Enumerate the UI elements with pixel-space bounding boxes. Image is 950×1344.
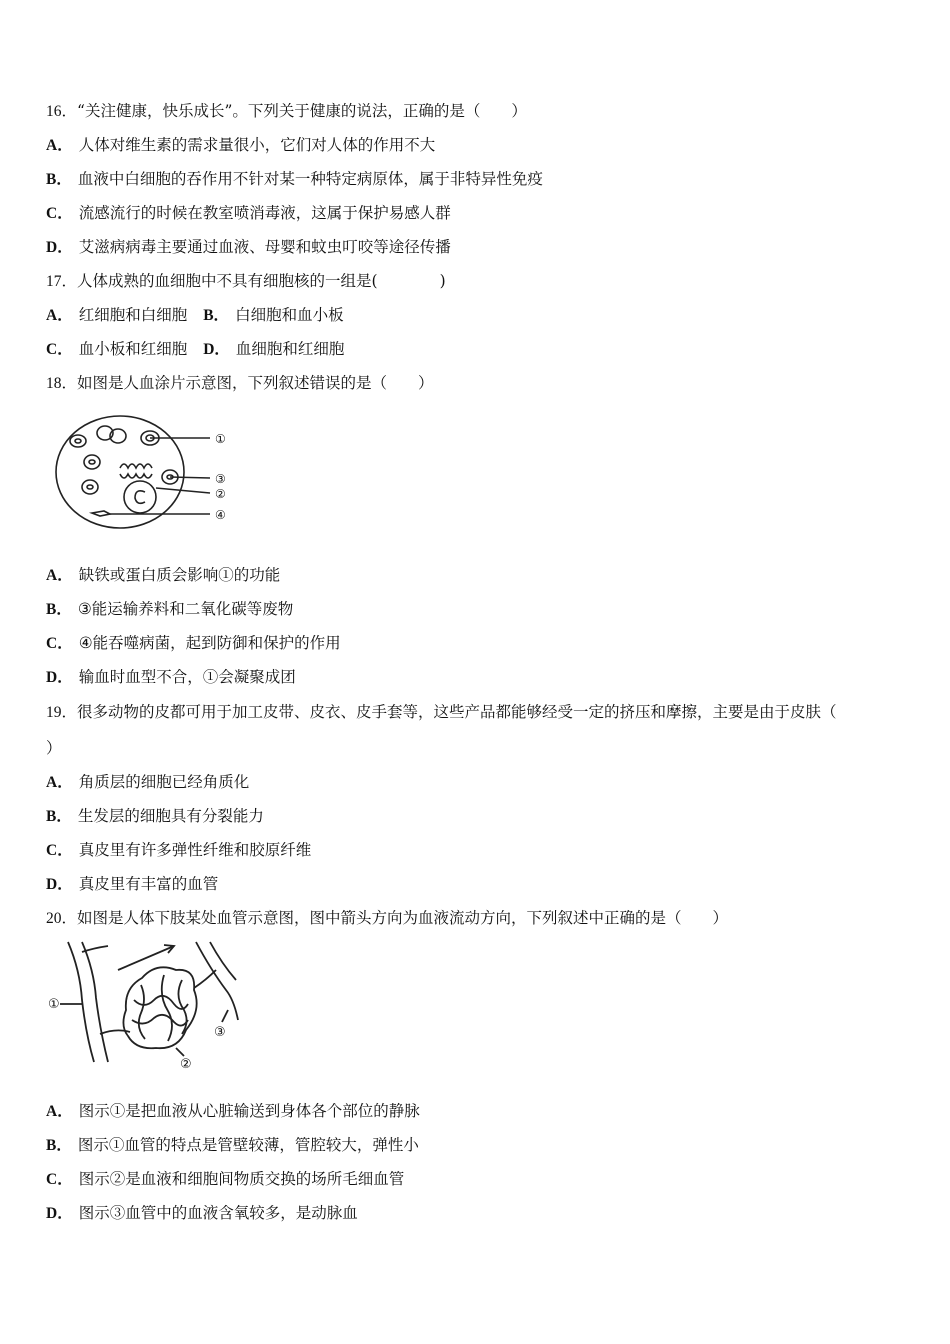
question-17-options-cd xyxy=(46,339,344,360)
option-text: 流感流行的时候在教室喷消毒液，这属于保护易感人群 xyxy=(78,204,451,222)
figure-label-2: ② xyxy=(215,487,226,501)
option-letter: A． xyxy=(46,567,73,584)
option-letter: C． xyxy=(46,341,73,358)
blood-smear-figure xyxy=(50,412,250,532)
question-16-option-c xyxy=(46,203,451,224)
question-20-option-b xyxy=(46,1135,419,1156)
option-text: ③能运输养料和二氧化碳等废物 xyxy=(77,600,294,618)
option-text: ④能吞噬病菌，起到防御和保护的作用 xyxy=(78,634,341,652)
option-text: 红细胞和白细胞 xyxy=(78,306,188,324)
question-19-stem xyxy=(46,702,837,723)
option-letter: C． xyxy=(46,635,73,652)
figure-label-1: ① xyxy=(215,432,226,446)
option-text: 白细胞和血小板 xyxy=(235,306,344,324)
question-text: 人体成熟的血细胞中不具有细胞核的一组是( ) xyxy=(77,272,446,290)
question-18-option-d xyxy=(46,667,296,688)
option-letter: B． xyxy=(46,171,72,188)
question-text: 如图是人血涂片示意图，下列叙述错误的是（ ） xyxy=(77,374,434,392)
option-letter: B． xyxy=(46,601,72,618)
option-letter: A． xyxy=(46,307,73,324)
question-18-option-b xyxy=(46,599,293,620)
option-text: 真皮里有丰富的血管 xyxy=(78,875,219,893)
option-letter: C． xyxy=(46,1171,73,1188)
option-text: 输血时血型不合，①会凝聚成团 xyxy=(78,668,296,686)
question-18-option-c xyxy=(46,633,341,654)
question-text: 很多动物的皮都可用于加工皮带、皮衣、皮手套等，这些产品都能够经受一定的挤压和摩擦，主要是由于皮肤（ xyxy=(77,703,837,721)
option-letter: D． xyxy=(46,876,73,893)
option-letter: B． xyxy=(46,808,72,825)
option-text: 角质层的细胞已经角质化 xyxy=(78,773,250,791)
question-16-option-d xyxy=(46,237,451,258)
question-text: ） xyxy=(46,739,62,757)
question-number: 19． xyxy=(46,704,78,721)
option-text: 图示②是血液和细胞间物质交换的场所毛细血管 xyxy=(78,1170,405,1188)
question-text: “关注健康，快乐成长”。下列关于健康的说法，正确的是（ ） xyxy=(77,102,527,120)
blood-smear-diagram xyxy=(50,412,250,532)
option-text: 图示③血管中的血液含氧较多，是动脉血 xyxy=(78,1204,358,1222)
question-19-stem-continued xyxy=(46,738,62,758)
option-letter: B． xyxy=(46,1137,72,1154)
option-text: 血小板和红细胞 xyxy=(78,340,188,358)
figure-label-2: ② xyxy=(180,1057,192,1072)
figure-label-3: ③ xyxy=(214,1025,226,1040)
figure-label-1: ① xyxy=(48,997,60,1012)
option-letter: A． xyxy=(46,1103,73,1120)
option-text: 图示①血管的特点是管壁较薄，管腔较大，弹性小 xyxy=(77,1136,419,1154)
option-letter: A． xyxy=(46,137,73,154)
question-number: 17． xyxy=(46,273,78,290)
blood-vessel-figure xyxy=(46,940,246,1075)
option-letter: C． xyxy=(46,842,73,859)
option-letter: D． xyxy=(46,239,73,256)
question-number: 20． xyxy=(46,910,78,927)
question-19-option-b xyxy=(46,806,264,827)
option-letter: D． xyxy=(46,1205,73,1222)
question-20-option-d xyxy=(46,1203,358,1224)
question-20-stem xyxy=(46,908,728,929)
option-text: 血细胞和红细胞 xyxy=(235,340,345,358)
question-20-option-a xyxy=(46,1101,420,1122)
option-text: 缺铁或蛋白质会影响①的功能 xyxy=(78,566,281,584)
question-17-stem xyxy=(46,271,446,292)
option-text: 血液中白细胞的吞作用不针对某一种特定病原体，属于非特异性免疫 xyxy=(77,170,543,188)
option-text: 艾滋病病毒主要通过血液、母婴和蚊虫叮咬等途径传播 xyxy=(78,238,451,256)
question-text: 如图是人体下肢某处血管示意图，图中箭头方向为血液流动方向，下列叙述中正确的是（ ） xyxy=(77,909,729,927)
question-19-option-d xyxy=(46,874,218,895)
question-19-option-c xyxy=(46,840,311,861)
option-text: 真皮里有许多弹性纤维和胶原纤维 xyxy=(78,841,312,859)
option-text: 生发层的细胞具有分裂能力 xyxy=(77,807,264,825)
option-text: 人体对维生素的需求量很小，它们对人体的作用不大 xyxy=(78,136,436,154)
question-number: 16． xyxy=(46,103,78,120)
question-16-option-a xyxy=(46,135,435,156)
question-number: 18． xyxy=(46,375,78,392)
question-19-option-a xyxy=(46,772,249,793)
figure-label-4: ④ xyxy=(215,508,226,522)
option-letter: B． xyxy=(203,307,230,324)
question-16-stem xyxy=(46,101,527,122)
option-letter: D． xyxy=(203,341,230,358)
question-20-option-c xyxy=(46,1169,404,1190)
question-17-options-ab xyxy=(46,305,344,326)
option-letter: D． xyxy=(46,669,73,686)
option-letter: C． xyxy=(46,205,73,222)
figure-label-3: ③ xyxy=(215,472,226,486)
question-18-stem xyxy=(46,373,434,394)
question-16-option-b xyxy=(46,169,543,190)
question-18-option-a xyxy=(46,565,280,586)
blood-vessel-diagram xyxy=(46,940,246,1075)
option-letter: A． xyxy=(46,774,73,791)
option-text: 图示①是把血液从心脏输送到身体各个部位的静脉 xyxy=(78,1102,420,1120)
